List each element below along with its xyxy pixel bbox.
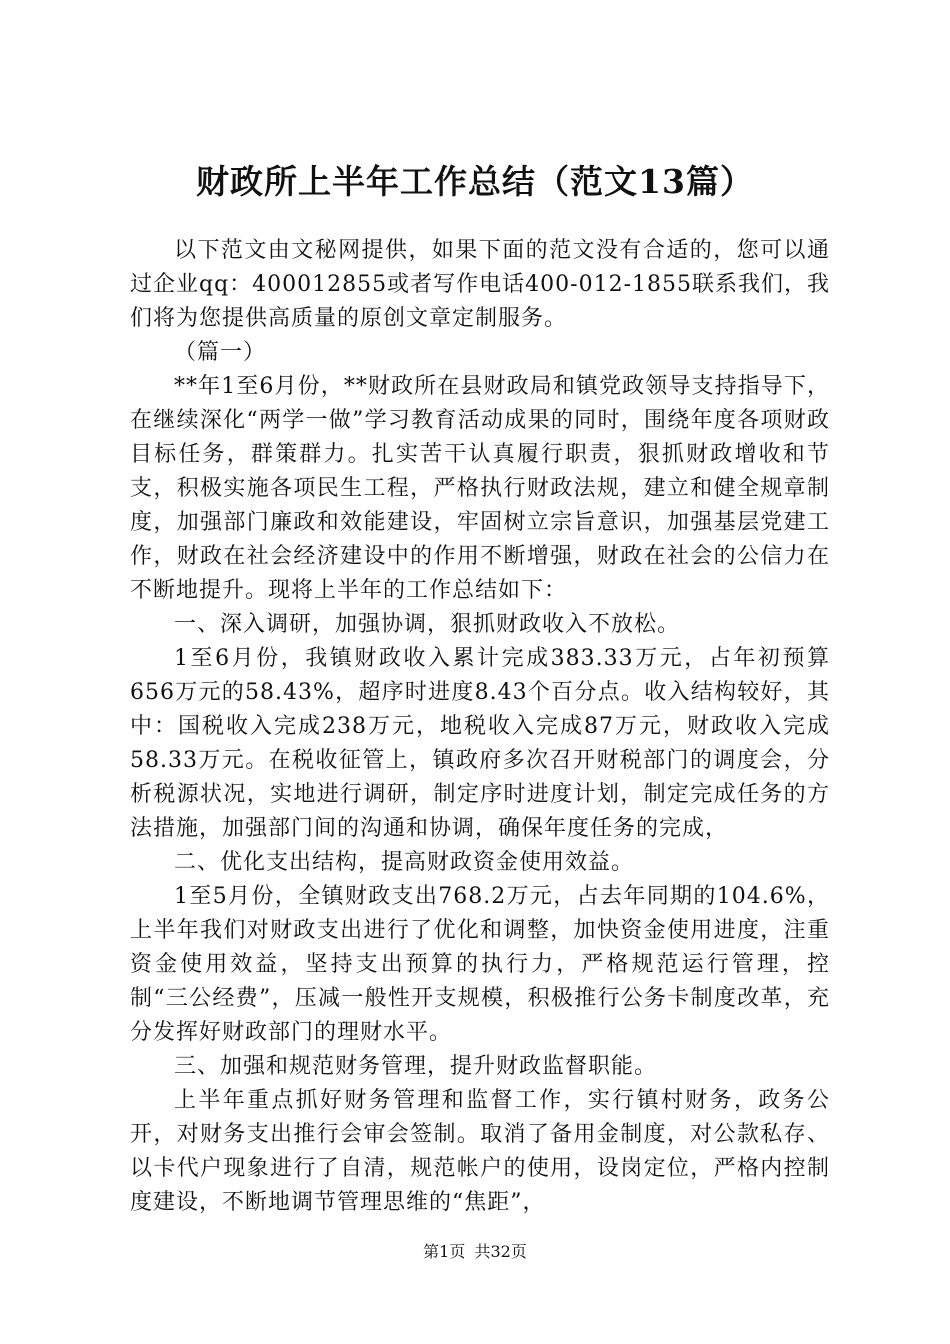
document-body [130, 234, 830, 1220]
page-total: 共32页 [474, 1242, 527, 1261]
section-label: （篇一） [174, 340, 267, 365]
section-heading: 一、深入调研，加强协调，狠抓财政收入不放松。 [174, 612, 681, 637]
document-title: 财政所上半年工作总结（范文13篇） [196, 162, 754, 201]
section-heading: 三、加强和规范财务管理，提升财政监督职能。 [174, 1054, 658, 1079]
body-paragraph: 上半年重点抓好财务管理和监督工作，实行镇村财务，政务公开，对财务支出推行会审会签制。取消了备用金制度，对公款私存、以卡代户现象进行了自清，规范帐户的使用，设岗定位，严格内控制度建设，不断地调节管理思维的“焦距”， [130, 1088, 830, 1215]
section-heading: 二、优化支出结构，提高财政资金使用效益。 [174, 850, 635, 875]
page-footer [0, 1240, 950, 1264]
intro-paragraph: 以下范文由文秘网提供，如果下面的范文没有合适的，您可以通过企业qq：400012855或者写作电话400-012-1855联系我们，我们将为您提供高质量的原创文章定制服务。 [130, 238, 830, 331]
body-paragraph: 1至5月份，全镇财政支出768.2万元，占去年同期的104.6%，上半年我们对财政支出进行了优化和调整，加快资金使用进度，注重资金使用效益，坚持支出预算的执行力，严格规范运行管理，控制“三公经费”，压减一般性开支规模，积极推行公务卡制度改革，充分发挥好财政部门的理财水平。 [130, 884, 830, 1045]
page-number: 第1页 [423, 1242, 466, 1261]
body-paragraph: **年1至6月份，**财政所在县财政局和镇党政领导支持指导下，在继续深化“两学一做”学习教育活动成果的同时，围绕年度各项财政目标任务，群策群力。扎实苦干认真履行职责，狠抓财政增收和节支，积极实施各项民生工程，严格执行财政法规，建立和健全规章制度，加强部门廉政和效能建设，牢固树立宗旨意识，加强基层党建工作，财政在社会经济建设中的作用不断增强，财政在社会的公信力在不断地提升。现将上半年的工作总结如下： [130, 374, 830, 603]
body-paragraph: 1至6月份，我镇财政收入累计完成383.33万元，占年初预算656万元的58.43%，超序时进度8.43个百分点。收入结构较好，其中：国税收入完成238万元，地税收入完成87万元，财政收入完成58.33万元。在税收征管上，镇政府多次召开财税部门的调度会，分析税源状况，实地进行调研，制定序时进度计划，制定完成任务的方法措施，加强部门间的沟通和协调，确保年度任务的完成， [130, 646, 830, 841]
